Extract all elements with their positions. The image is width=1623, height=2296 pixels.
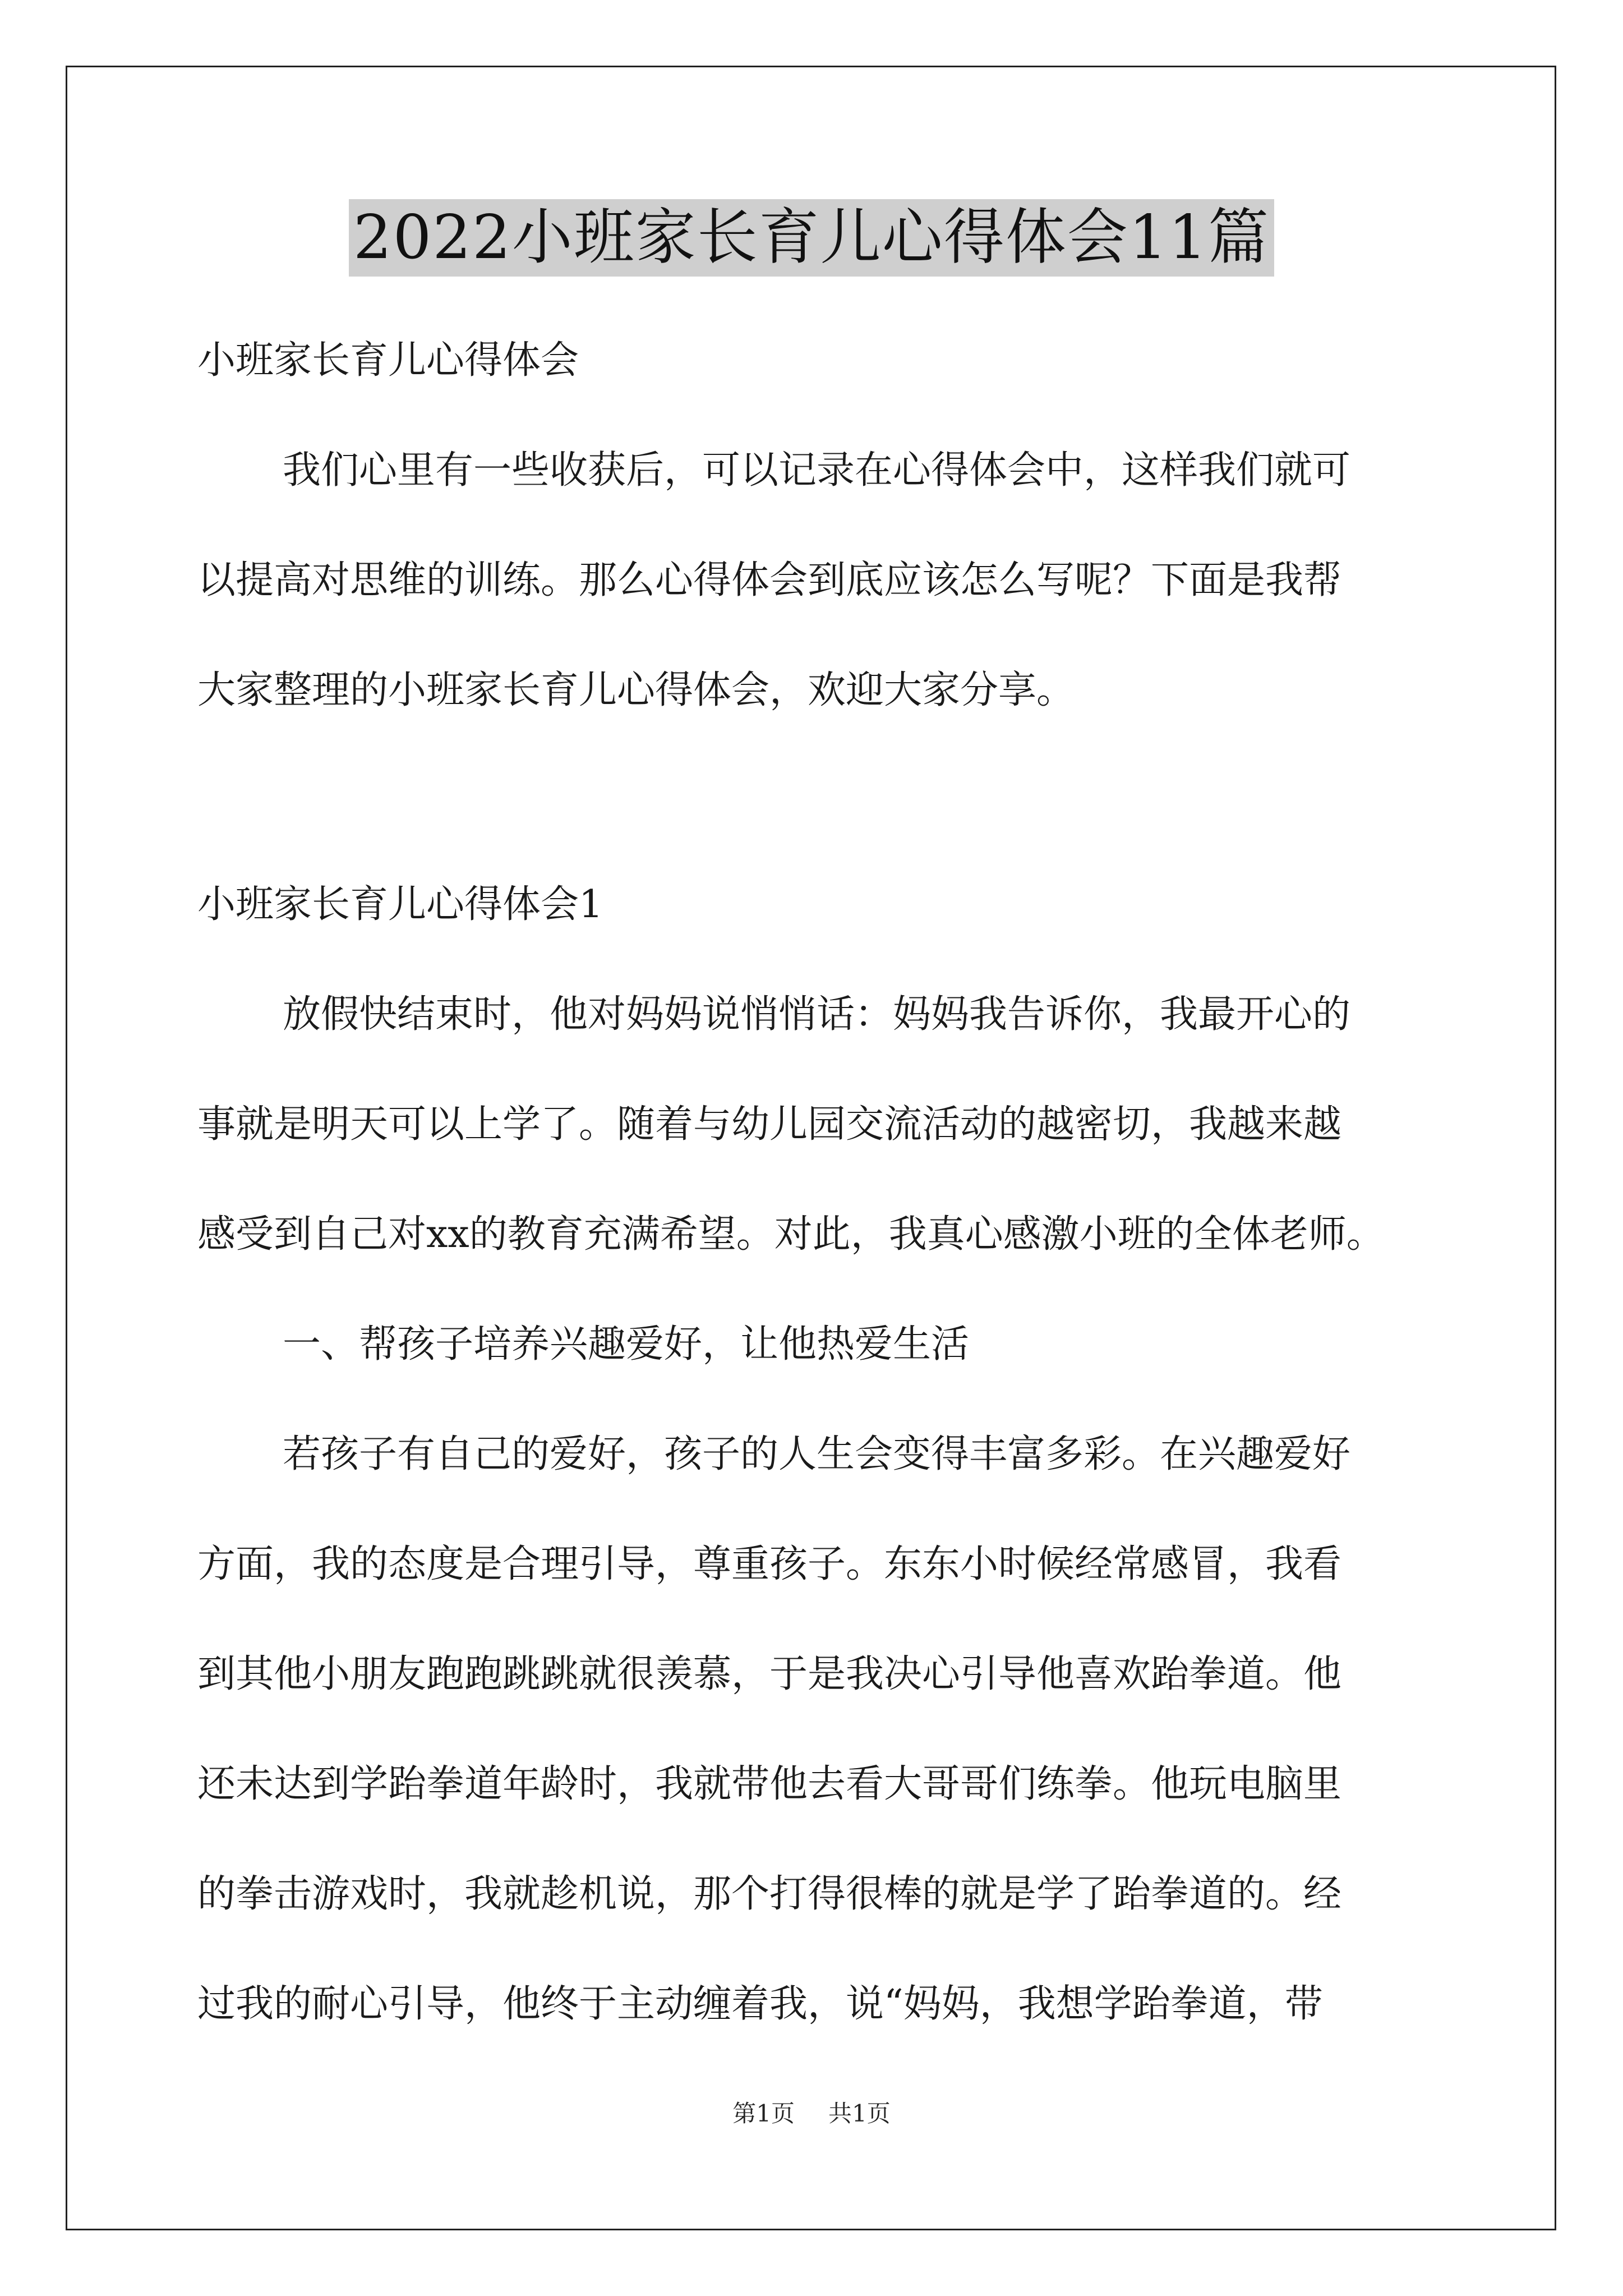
section-gap <box>197 746 1431 850</box>
section-heading: 小班家长育儿心得体会1 <box>197 882 603 927</box>
document-body <box>197 306 1431 2059</box>
paragraph-line: 感受到自己对xx的教育充满希望。对此，我真心感激小班的全体老师。 <box>197 1212 1385 1257</box>
paragraph-line: 放假快结束时，他对妈妈说悄悄话：妈妈我告诉你，我最开心的 <box>283 992 1351 1037</box>
paragraph-line: 的拳击游戏时，我就趁机说，那个打得很棒的就是学了跆拳道的。经 <box>197 1872 1342 1916</box>
paragraph-line: 过我的耐心引导，他终于主动缠着我，说“妈妈，我想学跆拳道，带 <box>197 1982 1323 2026</box>
paragraph-line: 若孩子有自己的爱好，孩子的人生会变得丰富多彩。在兴趣爱好 <box>283 1432 1351 1476</box>
point-heading: 一、帮孩子培养兴趣爱好，让他热爱生活 <box>283 1322 970 1366</box>
paragraph-line: 事就是明天可以上学了。随着与幼儿园交流活动的越密切，我越来越 <box>197 1102 1342 1147</box>
page-footer <box>0 2097 1623 2131</box>
paragraph-line: 还未达到学跆拳道年龄时，我就带他去看大哥哥们练拳。他玩电脑里 <box>197 1762 1342 1806</box>
intro-line: 以提高对思维的训练。那么心得体会到底应该怎么写呢？下面是我帮 <box>197 558 1342 602</box>
subtitle: 小班家长育儿心得体会 <box>197 338 579 383</box>
document-title: 2022小班家长育儿心得体会11篇 <box>349 199 1274 277</box>
page-number: 第1页 <box>732 2100 795 2127</box>
intro-line: 大家整理的小班家长育儿心得体会，欢迎大家分享。 <box>197 668 1075 712</box>
title-container <box>0 199 1623 277</box>
page-total: 共1页 <box>828 2100 891 2127</box>
paragraph-line: 方面，我的态度是合理引导，尊重孩子。东东小时候经常感冒，我看 <box>197 1542 1342 1586</box>
paragraph-line: 到其他小朋友跑跑跳跳就很羡慕，于是我决心引导他喜欢跆拳道。他 <box>197 1652 1342 1696</box>
intro-line: 我们心里有一些收获后，可以记录在心得体会中，这样我们就可 <box>283 448 1351 493</box>
